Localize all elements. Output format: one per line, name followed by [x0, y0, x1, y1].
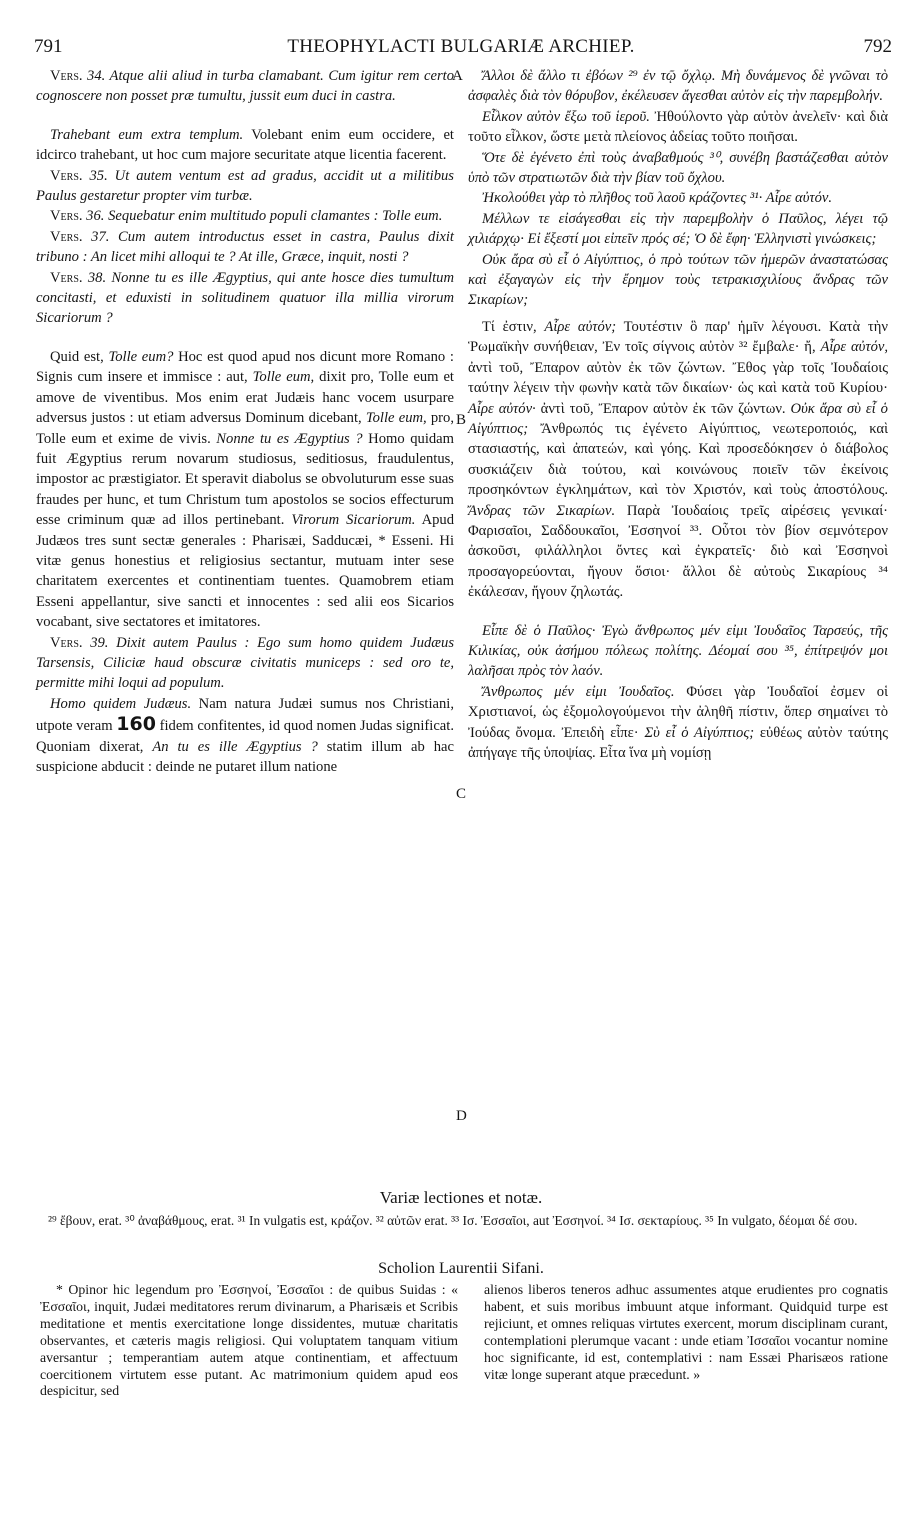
scholion-right-column: alienos liberos teneros adhuc assumentes atque erudientes pro cognatis habent, et suis moribus imbuunt atque informant. Quidquid turpe est rejiciunt, et omnes reliquas virtutes exercent, morum disciplinam curant, contemplationi plerumque vacant : unde etiam Ἰσσαῖοι vocantur nomine hoc significante, id est, contemplativi : nam Essæi Pharisæos ratione vitæ longe superant atque præcedunt. » [484, 1282, 888, 1382]
latin-verse-36: Vers. 36. Sequebatur enim multitudo populi clamantes : Tolle eum. [50, 208, 443, 225]
page-number-right: 792 [863, 36, 892, 57]
latin-commentary-tolle-eum: Quid est, Tolle eum? Hoc est quod apud nos dicunt more Romano : Signis cum insere et immisce : aut, Tolle eum, dixit pro, Tolle eum et amove de viventibus. Mos enim erat Judæis hanc vocem usurpare adversus justos : ut etiam adversus Dominum dicebant, Tolle eum, pro, Tolle eum et exime de vivis. Nonne tu es Ægyptius ? Homo quidam fuit Ægyptius rerum novarum studiosus, seditiosus, fraudulentus, impostor ac præstigiator. Et speravit diabolus se obvoluturum esse suas fraudes per hunc, et tum Christum tum apostolos se socios effecturum esse criminum quæ ad illos pertinebant. Virorum Sicariorum. Apud Judæos tres sunt sectæ generales : Pharisæi, Sadducæi, * Esseni. Hi vitæ genus honestius et religiosius sectantur, mutuam inter sese charitatem exercentes et continentiam tuentes. Quamobrem etiam Esseni appellantur, sive sancti et innocentes : sed alii eos Sicarios vocabant, sive sectatores et imitatores. [36, 348, 454, 631]
page-number-left: 791 [34, 36, 63, 57]
margin-letter-c: C [456, 786, 467, 802]
latin-verse-38: Vers. 38. Nonne tu es ille Ægyptius, qui ante hosce dies tumultum concitasti, et eduxisti in solitudinem quatuor illa millia virorum Sicariorum ? [36, 269, 454, 327]
variae-lectiones-notes: ²⁹ ἔβουν, erat. ³⁰ ἀναβάθμους, erat. ³¹ In vulgatis est, κράζον. ³² αὐτῶν erat. ³³ Ισ. Ἐσσαῖοι, aut Ἐσσηνοί. ³⁴ Ισ. σεκταρίους. ³⁵ In vulgato, δέομαι δέ σου. [48, 1213, 858, 1228]
latin-verse-39: Vers. 39. Dixit autem Paulus : Ego sum homo quidem Judæus Tarsensis, Ciliciæ haud obscuræ civitatis municeps : sed oro te, permitte mihi loqui ad populum. [36, 634, 454, 692]
greek-commentary-anthropos: Ἄνθρωπος μέν εἰμι Ἰουδαῖος. Φύσει γὰρ Ἰουδαῖοί ἐσμεν οἱ Χριστιανοί, ὡς ἐξομολογούμενοι τὴν ἀληθῆ πίστιν, ὅπερ σημαίνει τὸ Ἰούδας ὄνομα. Ἐπειδὴ εἶπε· Σὺ εἶ ὁ Αἰγύπτιος; εὐθέως αὐτὸν ταύτης ἀπήγαγε τῆς ὑποψίας. Εἶτα ἵνα μὴ νομίσῃ [468, 683, 888, 761]
variae-lectiones-title: Variæ lectiones et notæ. [379, 1188, 543, 1207]
latin-commentary-trahebant: Trahebant eum extra templum. Volebant enim eum occidere, et idcirco trahebant, ut hoc cum majore securitate atque licentia facerent. [36, 126, 454, 164]
greek-verse-37: Μέλλων τε εἰσάγεσθαι εἰς τὴν παρεμβολὴν ὁ Παῦλος, λέγει τῷ χιλιάρχῳ· Εἰ ἔξεστί μοι εἰπεῖν πρός σέ; Ὁ δὲ ἔφη· Ἑλληνιστὶ γινώσκεις; [468, 210, 888, 248]
margin-letter-d: D [456, 1108, 467, 1124]
greek-verse-38: Οὐκ ἄρα σὺ εἶ ὁ Αἰγύπτιος, ὁ πρὸ τούτων τῶν ἡμερῶν ἀναστατώσας καὶ ἐξαγαγὼν εἰς τὴν ἔρημον τοὺς τετρακισχιλίους ἄνδρας τῶν Σικαρίων; [468, 251, 888, 309]
latin-commentary-homo-judaeus: Homo quidem Judæus. Nam natura Judæi sumus nos Christiani, utpote veram 160 fidem confitentes, id quod nomen Judas significat. Quoniam dixerat, An tu es ille Ægyptius ? statim illum ab hac suspicione abducit : deinde ne putaret illum natione [36, 695, 454, 775]
greek-verse-34: Ἄλλοι δὲ ἄλλο τι ἐβόων ²⁹ ἐν τῷ ὄχλῳ. Μὴ δυνάμενος δὲ γνῶναι τὸ ἀσφαλὲς διὰ τὸν θόρυβον, ἐκέλευσεν ἄγεσθαι αὐτὸν εἰς τὴν παρεμβολήν. [468, 68, 888, 105]
signature-number: 160 [116, 713, 156, 736]
greek-commentary-eilkon: Εἷλκον αὐτὸν ἔξω τοῦ ἱεροῦ. Ἠθούλοντο γὰρ αὐτὸν ἀνελεῖν· καὶ διὰ τοῦτο εἷλκον, ὥστε μετὰ πλείονος ἀδείας τοῦτο ποιῆσαι. [468, 108, 889, 146]
greek-verse-36: Ἠκολούθει γὰρ τὸ πλῆθος τοῦ λαοῦ κράζοντες ³¹· Αἶρε αὐτόν. [482, 190, 833, 207]
latin-verse-35: Vers. 35. Ut autem ventum est ad gradus, accidit ut a militibus Paulus gestaretur propter vim turbæ. [36, 167, 454, 205]
latin-column [36, 66, 454, 777]
margin-letter-a: A [452, 68, 463, 84]
greek-commentary-aire-auton: Τί ἐστιν, Αἶρε αὐτόν; Τουτέστιν ὃ παρ' ἡμῖν λέγουσι. Κατὰ τὴν Ῥωμαϊκὴν συνήθειαν, Ἐν τοῖς σίγνοις αὐτὸν ³² ἔμβαλε· ἤ, Αἶρε αὐτόν, ἀντὶ τοῦ, Ἔπαρον αὐτὸν ἐκ τῶν ζώντων. Ἔθος γὰρ τοῖς Ἰουδαίοις ταύτην λέγειν τὴν φωνὴν κατὰ τῶν δικαίων· ὡς καὶ κατὰ τοῦ Κυρίου· Αἶρε αὐτόν· ἀντὶ τοῦ, Ἔπαρον αὐτὸν ἐκ τῶν ζώντων. Οὐκ ἄρα σὺ εἶ ὁ Αἰγύπτιος; Ἄνθρωπός τις ἐγένετο Αἰγύπτιος, νεωτεροποιός, καὶ στασιαστής, καὶ ἀπατεών, καὶ γόης. Καὶ προσεδόκησεν ὁ διάβολος συσκιάζειν διὰ τούτου, καὶ κοινώνους ποιεῖν τῶν ἐκείνοις προσηκόντων ἐγκλημάτων, καὶ τὸν Χριστόν, καὶ τοὺς ἀποστόλους. Ἄνδρας τῶν Σικαρίων. Παρὰ Ἰουδαίοις τρεῖς αἱρέσεις γενικαί· Φαρισαῖοι, Σαδδουκαῖοι, Ἐσσηνοί ³³. Οὗτοι τὸν βίον σεμνότερον ἀσκοῦσι, φιλάλληλοι ὄντες καὶ ἐγκρατεῖς· διὸ καὶ Ἐσσηνοὶ προσαγορεύονται, ἤγουν ὅσιοι· ἄλλοι δὲ αὐτοὺς Σικαρίους ³⁴ ἐκάλεσαν, ἤγουν ζηλωτάς. [468, 318, 889, 601]
greek-verse-35: Ὅτε δὲ ἐγένετο ἐπὶ τοὺς ἀναβαθμούς ³⁰, συνέβη βαστάζεσθαι αὐτὸν ὑπὸ τῶν στρατιωτῶν διὰ τὴν βίαν τοῦ ὄχλου. [468, 149, 888, 187]
running-title: THEOPHYLACTI BULGARIÆ ARCHIEP. [287, 36, 635, 57]
margin-letter-b: B [456, 412, 467, 428]
latin-verse-34: Vers. 34. Atque alii aliud in turba clamabant. Cum igitur rem certo cognoscere non posset præ tumultu, jussit eum duci in castra. [36, 68, 454, 105]
greek-verse-39: Εἶπε δὲ ὁ Παῦλος· Ἐγὼ ἄνθρωπος μέν εἰμι Ἰουδαῖος Ταρσεύς, τῆς Κιλικίας, οὐκ ἀσήμου πόλεως πολίτης. Δέομαί σου ³⁵, ἐπίτρεψόν μοι λαλῆσαι πρὸς τὸν λαόν. [468, 622, 888, 680]
running-header [30, 36, 892, 62]
greek-column [468, 66, 888, 763]
scholion-title: Scholion Laurentii Sifani. [378, 1260, 544, 1277]
latin-verse-37: Vers. 37. Cum autem introductus esset in castra, Paulus dixit tribuno : An licet mihi alloqui te ? At ille, Græce, inquit, nosti ? [36, 228, 454, 266]
scholion-left-column: * Opinor hic legendum pro Ἐσσηνοί, Ἐσσαῖοι : de quibus Suidas : « Ἐσσαῖοι, inquit, Judæi meditatores rerum divinarum, a Pharisæis et Scribis meditatione et mentis exercitatione longe dissidentes, mutuæ charitatis observantes, et cæteris magis religiosi. Qui voluptatem tanquam vitium aversantur ; temperantiam autem atque continentiam, et affectuum coercitionem virtutem esse putant. Ac matrimonium quidem apud eos despicitur, sed [40, 1282, 458, 1399]
